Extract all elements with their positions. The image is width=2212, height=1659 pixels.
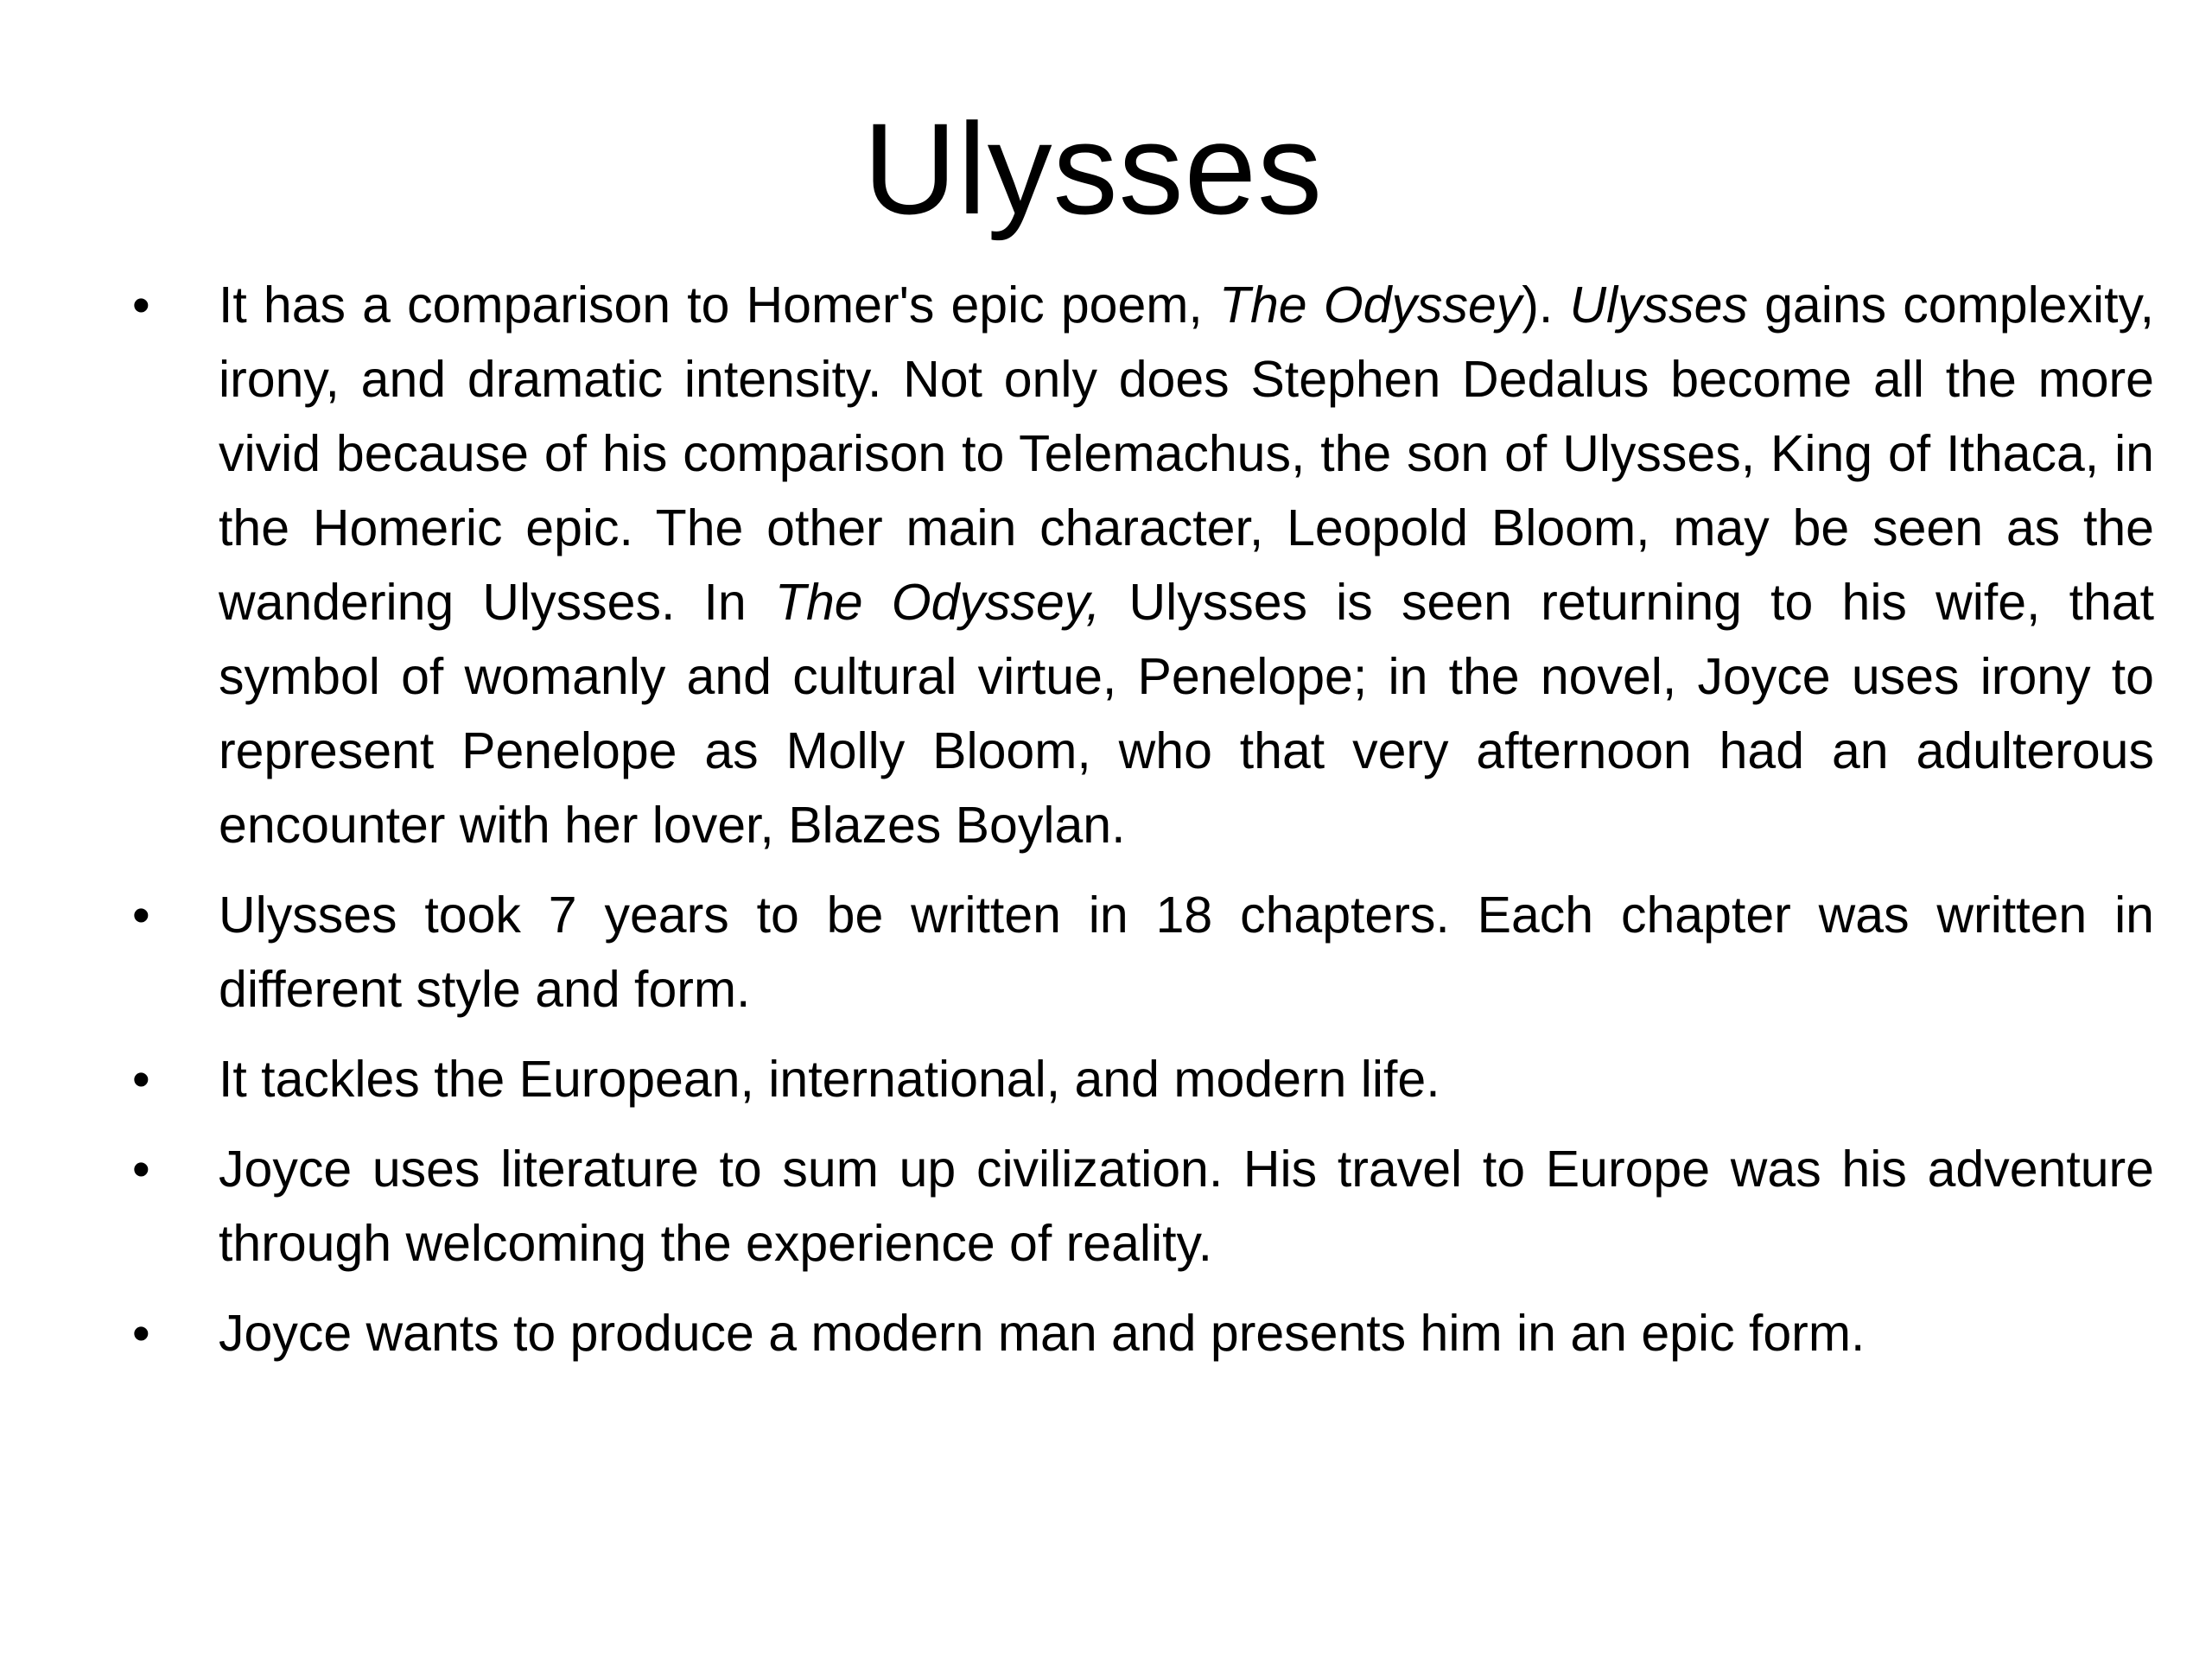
bullet-mark: • xyxy=(132,887,150,944)
bullet-text-segment: It tackles the European, international, and modern life. xyxy=(219,1051,1440,1108)
bullet-item xyxy=(132,1132,2154,1281)
bullet-text-segment: Joyce wants to produce a modern man and presents him in an epic form. xyxy=(219,1305,1866,1362)
bullet-text-segment-italic: The Odyssey xyxy=(1218,276,1522,334)
bullet-item xyxy=(132,268,2154,862)
bullet-text-segment: Joyce uses literature to sum up civilization. His travel to Europe was his adventure through welcoming the experience of reality. xyxy=(219,1141,2154,1272)
bullet-text-segment-italic: Ulysses xyxy=(1569,276,1748,334)
bullet-text xyxy=(219,268,2154,862)
bullet-item xyxy=(132,878,2154,1027)
bullet-text xyxy=(219,1042,2154,1116)
bullet-text xyxy=(219,878,2154,1027)
bullet-text xyxy=(219,1132,2154,1281)
bullet-mark: • xyxy=(132,1141,150,1198)
bullet-text-segment-italic: The Odyssey, xyxy=(774,574,1101,631)
bullet-mark: • xyxy=(132,1305,150,1362)
bullet-item xyxy=(132,1296,2154,1370)
bullet-text-segment: Ulysses took 7 years to be written in 18 chapters. Each chapter was written in different style and form. xyxy=(219,887,2154,1018)
bullet-mark: • xyxy=(132,276,150,334)
bullet-list xyxy=(132,268,2154,1386)
bullet-mark: • xyxy=(132,1051,150,1108)
bullet-text-segment: Ulysses is seen returning to his wife, that symbol of womanly and cultural virtue, Penelope; in the novel, Joyce uses irony to represent Penelope as Molly Bloom, who that very afternoon had an adulterous encounter with her lover, Blazes Boylan. xyxy=(219,574,2155,854)
bullet-text xyxy=(219,1296,2154,1370)
bullet-text-segment: ). xyxy=(1522,276,1570,334)
bullet-text-segment: It has a comparison to Homer's epic poem, xyxy=(219,276,1219,334)
bullet-text-segment: gains complexity, irony, and dramatic intensity. Not only does Stephen Dedalus become all the more vivid because of his comparison to Telemachus, the son of Ulysses, King of Ithaca, in the Homeric epic. The other main character, Leopold Bloom, may be seen as the wandering Ulysses. In xyxy=(219,276,2154,631)
slide-title: Ulysses xyxy=(862,96,1324,241)
bullet-item xyxy=(132,1042,2154,1116)
